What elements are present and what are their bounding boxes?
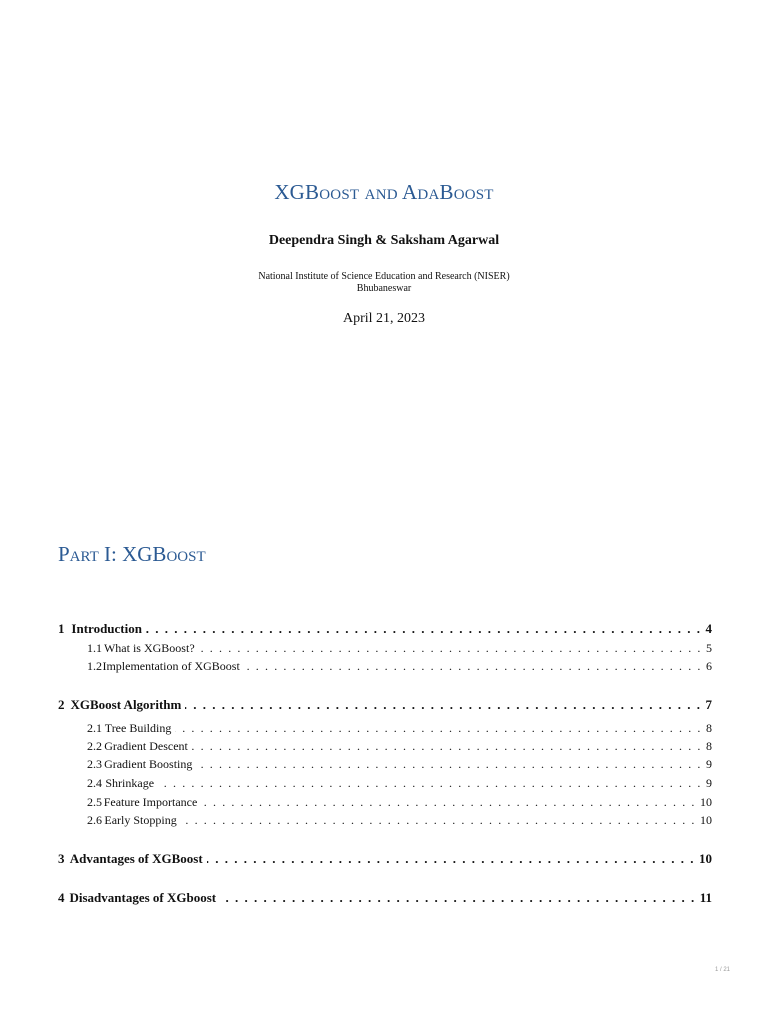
toc-leader xyxy=(158,776,702,791)
toc-page: 8 xyxy=(706,721,712,735)
toc-number: 1.1 xyxy=(87,641,102,655)
toc-leader xyxy=(220,890,696,906)
toc-leader xyxy=(192,739,702,754)
toc-entry[interactable] xyxy=(58,851,712,867)
toc-entry[interactable] xyxy=(58,697,712,713)
authors: Deependra Singh & Saksham Agarwal xyxy=(268,233,500,248)
toc-label: XGBoost Algorithm xyxy=(70,697,182,712)
toc-number: 1.2 xyxy=(87,659,102,673)
toc-entry[interactable] xyxy=(58,721,712,736)
page-number: 1 / 21 xyxy=(714,967,730,973)
toc-page: 10 xyxy=(699,851,712,866)
toc-number: 4 xyxy=(58,890,65,905)
toc-number: 2.5 xyxy=(87,795,102,809)
toc-page: 5 xyxy=(706,641,712,655)
toc-entry[interactable] xyxy=(58,757,712,772)
toc-label: Tree Building xyxy=(104,721,172,735)
document-title: XGBoost and AdaBoost xyxy=(274,180,494,204)
part-title: Part I: XGBoost xyxy=(58,542,206,566)
toc-number: 2 xyxy=(58,697,65,712)
institute-city: Bhubaneswar xyxy=(356,282,412,294)
toc-page: 7 xyxy=(705,697,712,712)
toc-entry[interactable] xyxy=(58,890,712,906)
toc-number: 2.4 xyxy=(87,776,102,790)
institute xyxy=(0,271,768,294)
date: April 21, 2023 xyxy=(342,311,426,326)
toc-leader xyxy=(196,757,702,772)
toc-page: 4 xyxy=(705,621,712,636)
toc-leader xyxy=(181,813,696,828)
toc-leader xyxy=(199,641,702,656)
toc-leader xyxy=(244,659,702,674)
toc-entry[interactable] xyxy=(58,659,712,674)
toc-page: 10 xyxy=(700,813,712,827)
toc-label: Disadvantages of XGboost xyxy=(69,890,217,905)
institute-name: National Institute of Science Education and Research (NISER) xyxy=(258,271,510,282)
toc-label: Shrinkage xyxy=(105,776,155,790)
toc-number: 2.2 xyxy=(87,739,102,753)
toc-page: 8 xyxy=(706,739,712,753)
toc-number: 2.6 xyxy=(87,813,102,827)
toc-page: 10 xyxy=(700,795,712,809)
toc-leader xyxy=(185,697,701,713)
toc-number: 1 xyxy=(58,621,65,636)
toc-page: 9 xyxy=(706,757,712,771)
toc-leader xyxy=(201,795,696,810)
toc-number: 3 xyxy=(58,851,65,866)
toc-label: Early Stopping xyxy=(104,813,177,827)
toc-label: Introduction xyxy=(71,621,142,636)
toc-page: 11 xyxy=(699,890,712,905)
toc-label: Feature Importance xyxy=(103,795,198,809)
toc-entry[interactable] xyxy=(58,739,712,754)
toc-label: What is XGBoost? xyxy=(103,641,195,655)
toc-leader xyxy=(175,721,702,736)
toc-entry[interactable] xyxy=(58,641,712,656)
toc-page: 9 xyxy=(706,776,712,790)
toc-page: 6 xyxy=(706,659,712,673)
toc-label: Implementation of XGBoost xyxy=(102,659,240,673)
toc-leader xyxy=(146,621,702,637)
toc-label: Gradient Boosting xyxy=(104,757,193,771)
toc-leader xyxy=(207,851,695,867)
toc-entry[interactable] xyxy=(58,776,712,791)
toc-entry[interactable] xyxy=(58,795,712,810)
toc-label: Gradient Descent xyxy=(104,739,188,753)
toc-number: 2.1 xyxy=(87,721,102,735)
toc-entry[interactable] xyxy=(58,621,712,637)
toc-label: Advantages of XGBoost xyxy=(69,851,203,866)
toc-number: 2.3 xyxy=(87,757,102,771)
toc-entry[interactable] xyxy=(58,813,712,828)
